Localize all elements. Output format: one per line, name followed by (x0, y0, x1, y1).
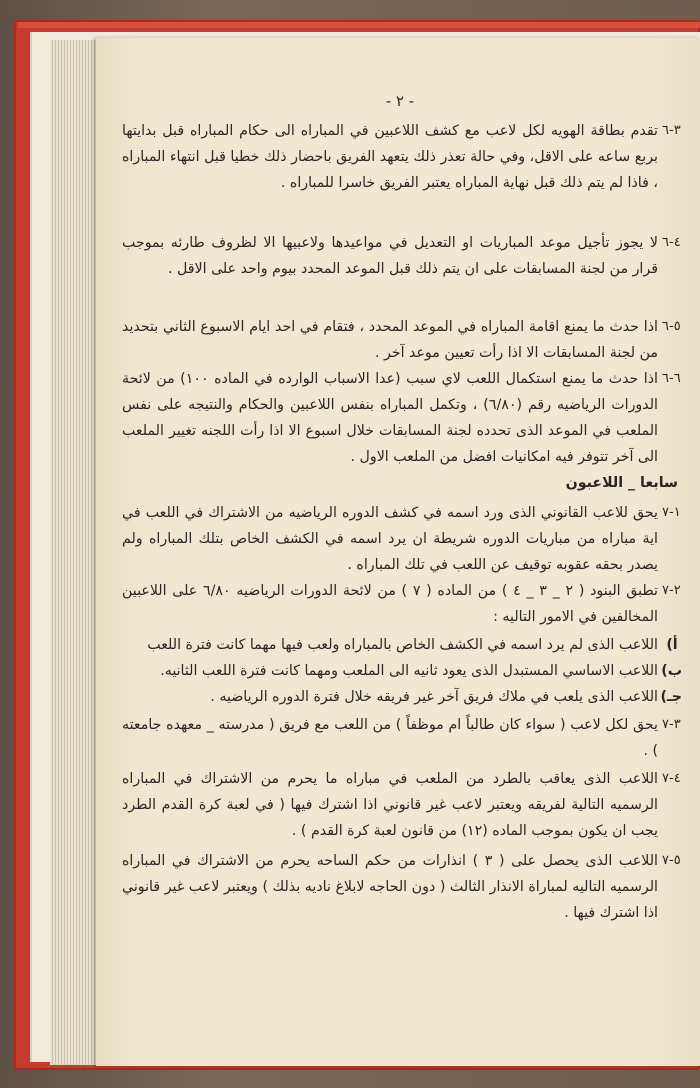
rule-text: اللاعب الذى يحصل على ( ٣ ) انذارات من حكم الساحه يحرم من الاشتراك في المباراه الرسميه التاليه لمباراة الانذار الثالث ( دون الحاجه لابلاغ ناديه بذلك ) ويعتبر لاعب غير قانوني اذا اشترك فيها . (122, 853, 658, 921)
paragraph-text: لا يجوز تأجيل موعد المباريات او التعديل في مواعيدها ولاعبيها الا لظروف طارئه بموجب قرار من لجنة المسابقات على ان يتم ذلك قبل الموعد المحدد بيوم واحد على الاقل . (122, 235, 658, 277)
paragraph-number: ٤-٦ (662, 235, 681, 250)
page-content (118, 92, 688, 942)
rule-7-4 (122, 766, 681, 844)
rule-item-a (128, 632, 678, 658)
rule-item-b (128, 658, 682, 684)
rule-number: ٥-٧ (662, 853, 681, 868)
paragraph-6-6 (122, 366, 681, 470)
item-letter: أ) (666, 637, 678, 653)
rule-text: تطبق البنود ( ٢ _ ٣ _ ٤ ) من الماده ( ٧ ) من لائحة الدورات الرياضيه ٦/٨٠ على اللاعبين المخالفين في الامور التاليه : (122, 583, 659, 625)
paragraph-6-3 (122, 118, 681, 196)
item-text: اللاعب الذى لم يرد اسمه في الكشف الخاص بالمباراه ولعب فيها مهما كانت فترة اللعب (147, 637, 658, 653)
paragraph-6-5 (122, 314, 681, 366)
paragraph-text: اذا حدث ما يمنع استكمال اللعب لاي سبب (عدا الاسباب الوارده في الماده ١٠٠) من لائحة الدورات الرياضيه رقم (٦/٨٠) ، وتكمل المباراه بنفس اللاعبين والحكام والنتيجه على نفس الملعب في الموعد الذى تحدده لجنة المسابقات خلال اسبوع الا اذا رأت اللجنه تغيير الملعب الى آخر تتوفر فيه امكانيات افضل من الملعب الاول . (122, 371, 658, 465)
rule-text: اللاعب الذى يعاقب بالطرد من الملعب في مباراه ما يحرم من الاشتراك في المباراه الرسميه التالية لفريقه ويعتبر لاعب غير قانوني اذا اشترك فيها ( في لعبة كرة القدم الطرد يجب ان يكون بموجب الماده (١٢) من قانون لعبة كرة القدم ) . (122, 771, 658, 839)
paragraph-6-4 (122, 230, 681, 282)
rule-number: ٤-٧ (662, 771, 681, 786)
item-text: اللاعب الاساسي المستبدل الذى يعود ثانيه الى الملعب ومهما كانت فترة اللعب الثانيه. (160, 663, 658, 679)
rule-7-5 (122, 848, 681, 926)
paragraph-text: تقدم بطاقة الهويه لكل لاعب مع كشف اللاعبين في المباراه الى حكام المباراه قبل بدايتها بربع ساعه على الاقل، وفي حالة تعذر ذلك يتعهد الفريق باحضار ذلك خطيا قبل انتهاء المباراه ، فاذا لم يتم ذلك قبل نهاية المباراه يعتبر الفريق خاسرا للمباراه . (122, 123, 658, 191)
page-edges (50, 40, 101, 1065)
rule-text: يحق لكل لاعب ( سواء كان طالباً ام موظفاً ) من اللعب مع فريق ( مدرسته _ معهده جامعته ) . (122, 717, 658, 759)
item-letter: ب) (661, 663, 682, 679)
rule-number: ٣-٧ (662, 717, 681, 732)
paragraph-number: ٣-٦ (662, 123, 681, 138)
section-heading: سابعا _ اللاعبون (565, 475, 678, 491)
rule-number: ١-٧ (662, 505, 681, 520)
rule-7-1 (122, 500, 681, 578)
paragraph-number: ٥-٦ (662, 319, 681, 334)
paragraph-text: اذا حدث ما يمنع اقامة المباراه في الموعد المحدد ، فتقام في احد ايام الاسبوع الثاني بتحديد من لجنة المسابقات الا اذا رأت تعيين موعد آخر . (122, 319, 658, 361)
rule-number: ٢-٧ (662, 583, 681, 598)
rule-item-c (128, 684, 682, 710)
cover-edge (18, 22, 700, 28)
page-number: - ٢ - (385, 92, 415, 110)
rule-text: يحق للاعب القانوني الذى ورد اسمه في كشف الدوره الرياضيه من الاشتراك في اللعب في اية مباراه من مباريات الدوره شريطة ان يرد اسمه في الكشف الخاص بتلك المباراه ولم يصدر بحقه عقوبه توقيف عن اللعب في تلك المباراه . (122, 505, 658, 573)
paragraph-number: ٦-٦ (662, 371, 681, 386)
item-text: اللاعب الذى يلعب في ملاك فريق آخر غير فريقه خلال فترة الدوره الرياضيه . (210, 689, 658, 705)
rule-7-3 (122, 712, 681, 764)
item-letter: جـ) (660, 689, 682, 705)
rule-7-2 (122, 578, 681, 630)
